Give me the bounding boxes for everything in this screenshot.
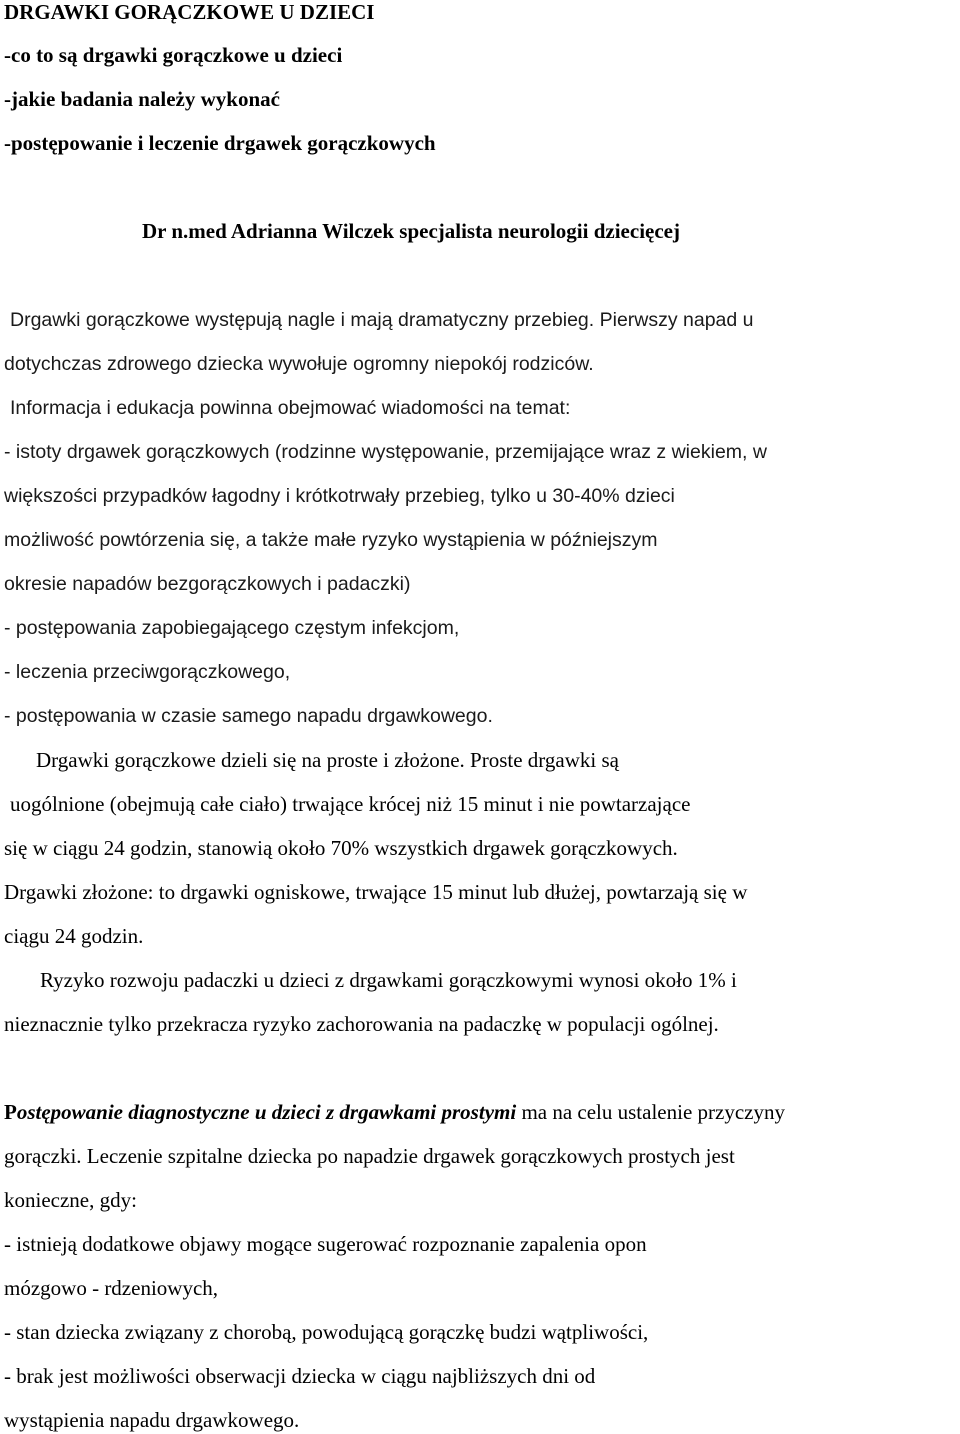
- intro-line-4: - istoty drgawek gorączkowych (rodzinne występowanie, przemijające wraz z wiekiem, w: [4, 441, 767, 463]
- diagnostics-line-7: wystąpienia napadu drgawkowego.: [4, 1408, 300, 1432]
- intro-line-6: możliwość powtórzenia się, a także małe ryzyko wystąpienia w późniejszym: [4, 529, 658, 551]
- diagnostics-line-5: - stan dziecka związany z chorobą, powodującą gorączkę budzi wątpliwości,: [4, 1320, 649, 1344]
- risk-line-2: nieznacznie tylko przekracza ryzyko zachorowania na padaczkę w populacji ogólnej.: [4, 1012, 719, 1036]
- types-line-3: się w ciągu 24 godzin, stanowią około 70% wszystkich drgawek gorączkowych.: [4, 836, 678, 860]
- diagnostics-heading-initial: P: [4, 1100, 17, 1124]
- intro-line-1: Drgawki gorączkowe występują nagle i mają dramatyczny przebieg. Pierwszy napad u: [10, 309, 754, 331]
- topic-point-2: -jakie badania należy wykonać: [4, 87, 280, 111]
- intro-line-3: Informacja i edukacja powinna obejmować wiadomości na temat:: [10, 397, 571, 419]
- types-line-1: Drgawki gorączkowe dzieli się na proste i złożone. Proste drgawki są: [36, 748, 619, 772]
- diagnostics-line-3: - istnieją dodatkowe objawy mogące sugerować rozpoznanie zapalenia opon: [4, 1232, 647, 1256]
- intro-line-8: - postępowania zapobiegającego częstym infekcjom,: [4, 617, 460, 639]
- diagnostics-line-4: mózgowo - rdzeniowych,: [4, 1276, 219, 1300]
- intro-line-9: - leczenia przeciwgorączkowego,: [4, 661, 291, 683]
- types-line-2: uogólnione (obejmują całe ciało) trwające krócej niż 15 minut i nie powtarzające: [10, 792, 691, 816]
- intro-line-7: okresie napadów bezgorączkowych i padaczki): [4, 573, 411, 595]
- intro-line-10: - postępowania w czasie samego napadu drgawkowego.: [4, 705, 493, 727]
- diagnostics-heading: ostępowanie diagnostyczne u dzieci z drgawkami prostymi: [16, 1100, 517, 1124]
- intro-line-5: większości przypadków łagodny i krótkotrwały przebieg, tylko u 30-40% dzieci: [4, 485, 675, 507]
- diagnostics-line-6: - brak jest możliwości obserwacji dziecka w ciągu najbliższych dni od: [4, 1364, 596, 1388]
- topic-point-3: -postępowanie i leczenie drgawek gorączkowych: [4, 131, 436, 155]
- diagnostics-heading-line: [4, 1100, 785, 1124]
- document-title: DRGAWKI GORĄCZKOWE U DZIECI: [4, 0, 375, 24]
- types-line-5: ciągu 24 godzin.: [4, 924, 144, 948]
- intro-line-2: dotychczas zdrowego dziecka wywołuje ogromny niepokój rodziców.: [4, 353, 594, 375]
- diagnostics-heading-rest: ma na celu ustalenie przyczyny: [516, 1100, 785, 1124]
- diagnostics-line-1: gorączki. Leczenie szpitalne dziecka po napadzie drgawek gorączkowych prostych jest: [4, 1144, 735, 1168]
- types-line-4: Drgawki złożone: to drgawki ogniskowe, trwające 15 minut lub dłużej, powtarzają się w: [4, 880, 748, 904]
- topic-point-1: -co to są drgawki gorączkowe u dzieci: [4, 43, 343, 67]
- author-line: Dr n.med Adrianna Wilczek specjalista neurologii dziecięcej: [142, 219, 680, 243]
- risk-line-1: Ryzyko rozwoju padaczki u dzieci z drgawkami gorączkowymi wynosi około 1% i: [40, 968, 737, 992]
- diagnostics-line-2: konieczne, gdy:: [4, 1188, 137, 1212]
